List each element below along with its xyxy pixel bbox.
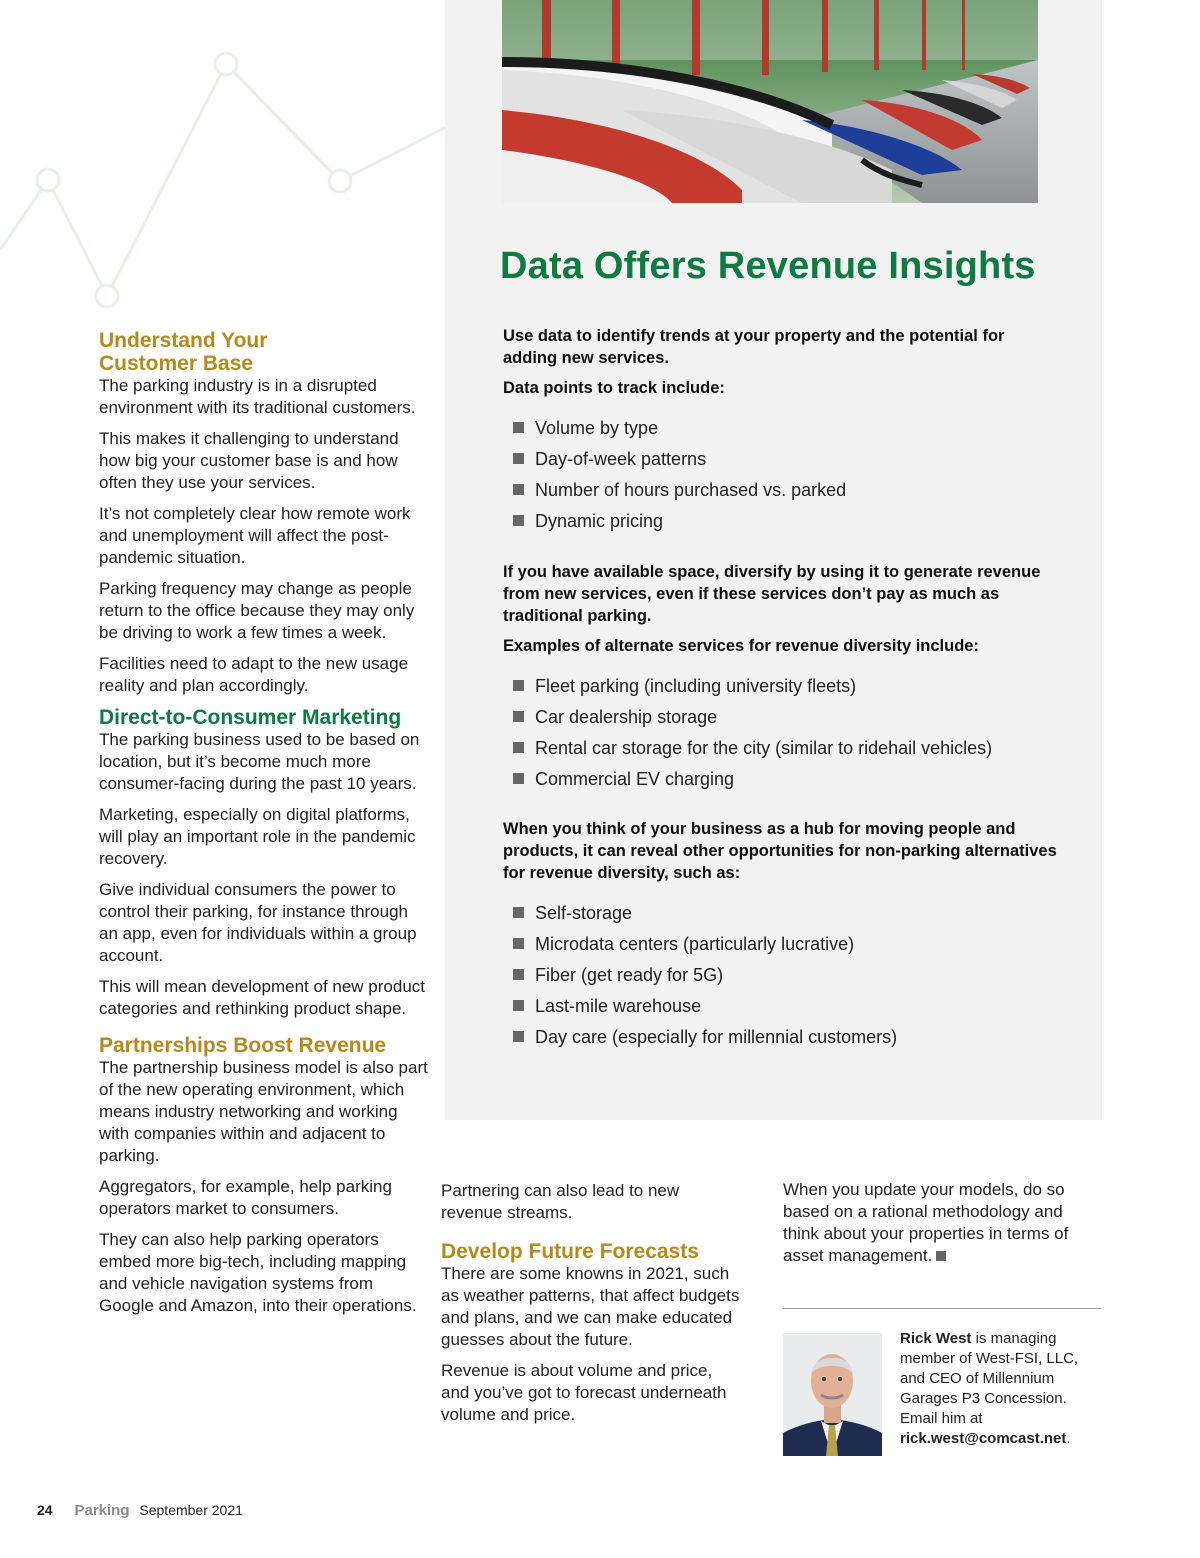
author-email-link[interactable]: rick.west@comcast.net — [900, 1430, 1067, 1447]
paragraph: There are some knowns in 2021, such as weather patterns, that affect budgets and plans, and we can make educated guesses about the future. — [441, 1264, 740, 1349]
section-heading: Develop Future Forecasts — [441, 1240, 699, 1263]
paragraph: The parking business used to be based on location, but it’s become much more consumer-facing during the past 10 years. — [99, 730, 420, 793]
list-item: Volume by type — [503, 413, 1063, 444]
sidebar-title: Data Offers Revenue Insights — [500, 245, 1036, 287]
bio-period: . — [1066, 1430, 1071, 1447]
list-item: Dynamic pricing — [503, 506, 1063, 537]
list-item: Fiber (get ready for 5G) — [503, 960, 1063, 991]
decorative-line-graph — [0, 0, 460, 320]
paragraph: This will mean development of new product categories and rethinking product shape. — [99, 977, 425, 1018]
column-left — [99, 329, 429, 1326]
paragraph: The parking industry is in a disrupted environment with its traditional customers. — [99, 376, 416, 417]
author-name: Rick West — [900, 1330, 972, 1347]
page-number: 24 — [37, 1502, 53, 1518]
list-item: Number of hours purchased vs. parked — [503, 475, 1063, 506]
issue-date: September 2021 — [139, 1502, 243, 1518]
sidebar-section-data-points — [503, 325, 1063, 537]
column-middle — [441, 1180, 741, 1435]
list-item: Last-mile warehouse — [503, 991, 1063, 1022]
divider — [783, 1308, 1101, 1309]
sidebar-section-alternate-services — [503, 561, 1063, 795]
list-item: Microdata centers (particularly lucrative) — [503, 929, 1063, 960]
paragraph: It’s not completely clear how remote work and unemployment will affect the post-pandemic situation. — [99, 504, 411, 567]
paragraph: Partnering can also lead to new revenue streams. — [441, 1181, 680, 1222]
parked-cars-photo — [502, 0, 1038, 203]
list-item: Car dealership storage — [503, 702, 1063, 733]
publication-name: Parking — [74, 1502, 130, 1519]
paragraph — [783, 1179, 1088, 1267]
list-item: Day-of-week patterns — [503, 444, 1063, 475]
section-heading: Partnerships Boost Revenue — [99, 1034, 387, 1057]
paragraph: The partnership business model is also part of the new operating environment, which means industry networking and working with companies within and adjacent to parking. — [99, 1058, 428, 1165]
paragraph: Facilities need to adapt to the new usage reality and plan accordingly. — [99, 654, 409, 695]
author-bio — [900, 1329, 1100, 1449]
sidebar-lead: Data points to track include: — [503, 379, 725, 397]
paragraph: This makes it challenging to understand how big your customer base is and how often they use your services. — [99, 429, 399, 492]
paragraph: They can also help parking operators embed more big-tech, including mapping and vehicle navigation systems from Google and Amazon, into their operations. — [99, 1230, 417, 1315]
list-item: Fleet parking (including university fleets) — [503, 671, 1063, 702]
paragraph: Marketing, especially on digital platforms, will play an important role in the pandemic recovery. — [99, 805, 416, 868]
author-bio-text: is managing member of West-FSI, LLC, and CEO of Millennium Garages P3 Concession. Email him at — [900, 1330, 1079, 1427]
author-photo — [783, 1333, 882, 1456]
paragraph: Give individual consumers the power to control their parking, for instance through an app, even for individuals within a group account. — [99, 880, 417, 965]
list-item: Commercial EV charging — [503, 764, 1063, 795]
paragraph: Aggregators, for example, help parking operators market to consumers. — [99, 1177, 392, 1218]
sidebar-lead: Examples of alternate services for revenue diversity include: — [503, 637, 979, 655]
column-right — [783, 1179, 1088, 1276]
section-heading: Direct-to-Consumer Marketing — [99, 706, 402, 729]
list-item: Rental car storage for the city (similar to ridehail vehicles) — [503, 733, 1063, 764]
paragraph: Parking frequency may change as people return to the office because they may only be driving to work a few times a week. — [99, 579, 415, 642]
list-item: Self-storage — [503, 898, 1063, 929]
closing-text: When you update your models, do so based on a rational methodology and think about your properties in terms of asset management. — [783, 1180, 1069, 1265]
sidebar-intro: Use data to identify trends at your property and the potential for adding new services. — [503, 327, 1005, 367]
sidebar-intro: If you have available space, diversify by using it to generate revenue from new services, even if these services don’t pay as much as traditional parking. — [503, 563, 1041, 625]
paragraph: Revenue is about volume and price, and you’ve got to forecast underneath volume and price. — [441, 1361, 727, 1424]
page-footer — [37, 1502, 243, 1519]
end-of-article-mark — [936, 1251, 946, 1261]
sidebar-section-hub-opportunities — [503, 818, 1063, 1053]
section-heading: Understand Your Customer Base — [99, 329, 268, 375]
list-item: Day care (especially for millennial customers) — [503, 1022, 1063, 1053]
sidebar-intro: When you think of your business as a hub for moving people and products, it can reveal other opportunities for non-parking alternatives for revenue diversity, such as: — [503, 820, 1057, 882]
